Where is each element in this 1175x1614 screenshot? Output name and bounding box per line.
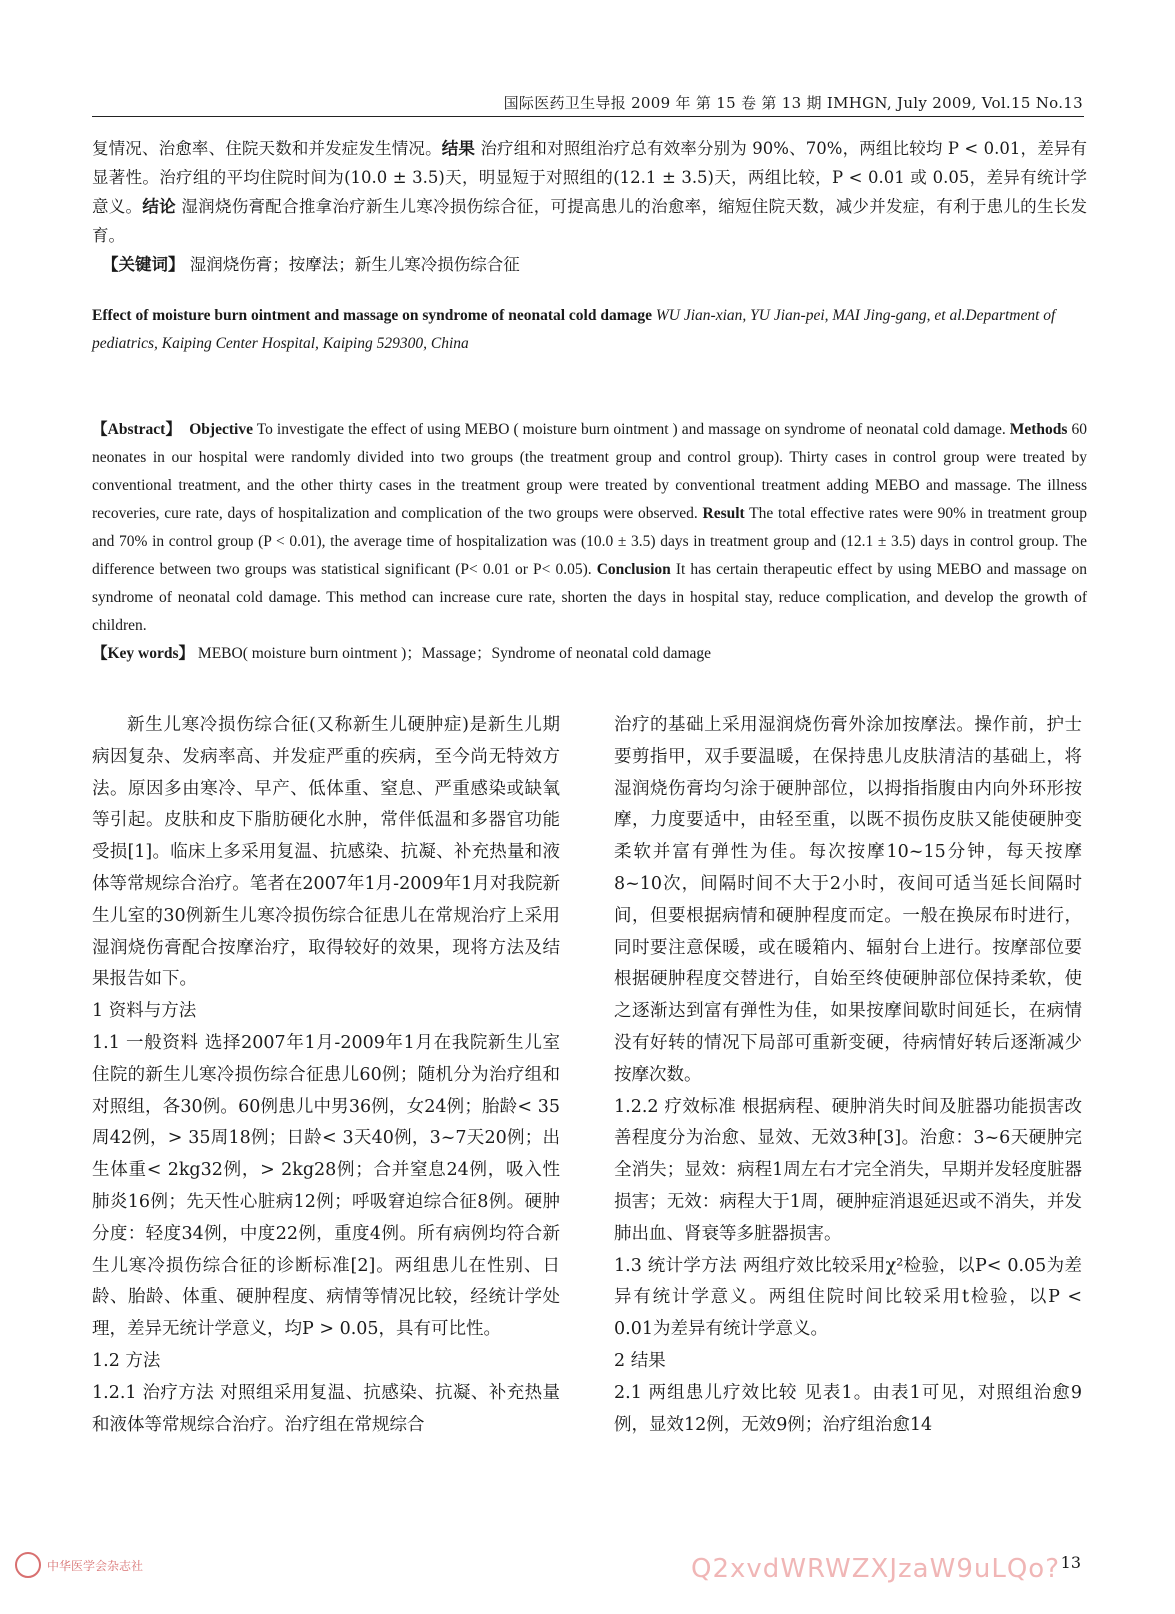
english-abstract <box>92 416 1087 668</box>
header-rule <box>92 116 1084 117</box>
abstract-text: 湿润烧伤膏配合推拿治疗新生儿寒冷损伤综合征，可提高患儿的治愈率，缩短住院天数，减少并发症，有利于患儿的生长发育。 <box>92 197 1088 245</box>
english-authors: WU Jian-xian, YU Jian-pei, MAI Jing-gang, et al.Department of pediatrics, Kaiping Center Hospital, Kaiping 529300, China <box>92 307 1056 352</box>
keywords-text: MEBO( moisture burn ointment )；Massage；Syndrome of neonatal cold damage <box>194 645 712 662</box>
section-heading: 1.2 方法 <box>92 1350 161 1371</box>
subsection-text: 两组疗效比较采用χ²检验，以P< 0.05为差异有统计学意义。两组住院时间比较采用t检验，以P < 0.01为差异有统计学意义。 <box>614 1255 1082 1340</box>
keywords-label: 【关键词】 <box>102 255 185 274</box>
conclusion-label: Conclusion <box>596 561 671 578</box>
section-heading: 2 结果 <box>614 1350 666 1371</box>
page-number: 13 <box>1060 1553 1081 1572</box>
keywords-text: 湿润烧伤膏；按摩法；新生儿寒冷损伤综合征 <box>184 255 520 274</box>
method-paragraph: 治疗的基础上采用湿润烧伤膏外涂加按摩法。操作前，护士要剪指甲，双手要温暖，在保持患儿皮肤清洁的基础上，将湿润烧伤膏均匀涂于硬肿部位，以拇指指腹由内向外环形按摩，力度要适中，由轻至重，以既不损伤皮肤又能使硬肿变柔软并富有弹性为佳。每次按摩10~15分钟，每天按摩8~10次，间隔时间不大于2小时，夜间可适当延长间隔时间，但要根据病情和硬肿程度而定。一般在换尿布时进行，同时要注意保暖，或在暖箱内、辐射台上进行。按摩部位要根据硬肿程度交替进行，自始至终使硬肿部位保持柔软，使之逐渐达到富有弹性为佳，如果按摩间歇时间延长，在病情没有好转的情况下局部可重新变硬，待病情好转后逐渐减少按摩次数。 <box>614 715 1082 1085</box>
subsection-paragraph <box>614 1378 1082 1442</box>
left-column <box>92 710 560 1441</box>
abstract-text: 复情况、治愈率、住院天数和并发症发生情况。 <box>92 139 442 158</box>
english-abstract-paragraph <box>92 416 1087 640</box>
abstract-label: 【Abstract】 <box>92 421 182 438</box>
watermark: Q2xvdWRWZXJzaW9uLQo? <box>691 1554 1060 1584</box>
objective-label: Objective <box>189 421 253 438</box>
result-label: 结果 <box>441 139 476 158</box>
english-title-block <box>92 302 1087 358</box>
subsection-paragraph <box>92 1028 560 1346</box>
section-heading: 1 资料与方法 <box>92 1001 197 1022</box>
keywords-label: 【Key words】 <box>92 645 195 662</box>
right-column <box>614 710 1082 1441</box>
subsection-heading: 2.1 两组患儿疗效比较 <box>614 1382 798 1403</box>
result-label: Result <box>702 505 745 522</box>
english-keywords <box>92 640 1087 668</box>
chinese-abstract <box>92 134 1087 279</box>
objective-text: To investigate the effect of using MEBO ( moisture burn ointment ) and massage on syndrome of neonatal cold damage. <box>252 421 1006 438</box>
subsection-text: 见表1。由表1可见，对照组治愈9例，显效12例，无效9例；治疗组治愈14 <box>614 1382 1082 1435</box>
publisher-name: 中华医学会杂志社 <box>47 1558 144 1573</box>
chinese-abstract-paragraph <box>92 134 1087 250</box>
subsection-heading: 1.2.2 疗效标准 <box>614 1096 737 1117</box>
seal-icon <box>15 1552 41 1578</box>
conclusion-text: It has certain therapeutic effect by using MEBO and massage on syndrome of neonatal cold damage. This method can increase cure rate, shorten the days in hospital stay, reduce complication, and develop the growth of children. <box>92 561 1088 634</box>
subsection-paragraph <box>614 1092 1082 1251</box>
subsection-text: 对照组采用复温、抗感染、抗凝、补充热量和液体等常规综合治疗。治疗组在常规综合 <box>92 1382 561 1435</box>
conclusion-label: 结论 <box>142 197 176 216</box>
subsection-heading: 1.1 一般资料 <box>92 1032 199 1053</box>
methods-text: 60 neonates in our hospital were randomly divided into two groups (the treatment group and control group). Thirty cases in control group were treated by conventional treatment, and the other thirty cases in the treatment group were treated by conventional treatment adding MEBO and massage. The illness recoveries, cure rate, days of hospitalization and complication of the two groups were observed. <box>92 421 1088 522</box>
abstract-text: 治疗组和对照组治疗总有效率分别为 90%、70%，两组比较均 P < 0.01，差异有显著性。治疗组的平均住院时间为(10.0 ± 3.5)天，明显短于对照组的(12.1 ± 3.5)天，两组比较，P < 0.01 或 0.05，差异有统计学意义。 <box>92 139 1088 216</box>
subsection-paragraph <box>614 1251 1082 1346</box>
methods-label: Methods <box>1009 421 1068 438</box>
intro-paragraph: 新生儿寒冷损伤综合征(又称新生儿硬肿症)是新生儿期病因复杂、发病率高、并发症严重的疾病，至今尚无特效方法。原因多由寒冷、早产、低体重、窒息、严重感染或缺氧等引起。皮肤和皮下脂肪硬化水肿，常伴低温和多器官功能受损[1]。临床上多采用复温、抗感染、抗凝、补充热量和液体等常规综合治疗。笔者在2007年1月-2009年1月对我院新生儿室的30例新生儿寒冷损伤综合征患儿在常规治疗上采用湿润烧伤膏配合按摩治疗，取得较好的效果，现将方法及结果报告如下。 <box>92 715 560 990</box>
result-text: The total effective rates were 90% in treatment group and 70% in control group (P < 0.01), the average time of hospitalization was (10.0 ± 3.5) days in treatment group and (12.1 ± 3.5) days in control group. The difference between two groups was statistical significant (P< 0.01 or P< 0.05). <box>92 505 1087 578</box>
subsection-heading: 1.3 统计学方法 <box>614 1255 737 1276</box>
subsection-heading: 1.2.1 治疗方法 <box>92 1382 215 1403</box>
subsection-paragraph <box>92 1378 560 1442</box>
english-title: Effect of moisture burn ointment and massage on syndrome of neonatal cold damage <box>92 307 653 324</box>
chinese-keywords <box>92 250 1087 279</box>
subsection-text: 选择2007年1月-2009年1月在我院新生儿室住院的新生儿寒冷损伤综合征患儿60例；随机分为治疗组和对照组，各30例。60例患儿中男36例，女24例；胎龄< 35周42例，> 35周18例；日龄< 3天40例，3~7天20例；出生体重< 2kg32例，> 2kg28例；合并窒息24例，吸入性肺炎16例；先天性心脏病12例；呼吸窘迫综合征8例。硬肿分度：轻度34例，中度22例，重度4例。所有病例均符合新生儿寒冷损伤综合征的诊断标准[2]。两组患儿在性别、日龄、胎龄、体重、硬肿程度、病情等情况比较，经统计学处理，差异无统计学意义，均P > 0.05，具有可比性。 <box>92 1032 560 1340</box>
running-head: 国际医药卫生导报 2009 年 第 15 卷 第 13 期 IMHGN, July 2009, Vol.15 No.13 <box>503 94 1083 112</box>
publisher-logo <box>15 1552 143 1578</box>
subsection-text: 根据病程、硬肿消失时间及脏器功能损害改善程度分为治愈、显效、无效3种[3]。治愈：3~6天硬肿完全消失；显效：病程1周左右才完全消失，早期并发轻度脏器损害；无效：病程大于1周，硬肿症消退延迟或不消失，并发肺出血、肾衰等多脏器损害。 <box>614 1096 1083 1244</box>
